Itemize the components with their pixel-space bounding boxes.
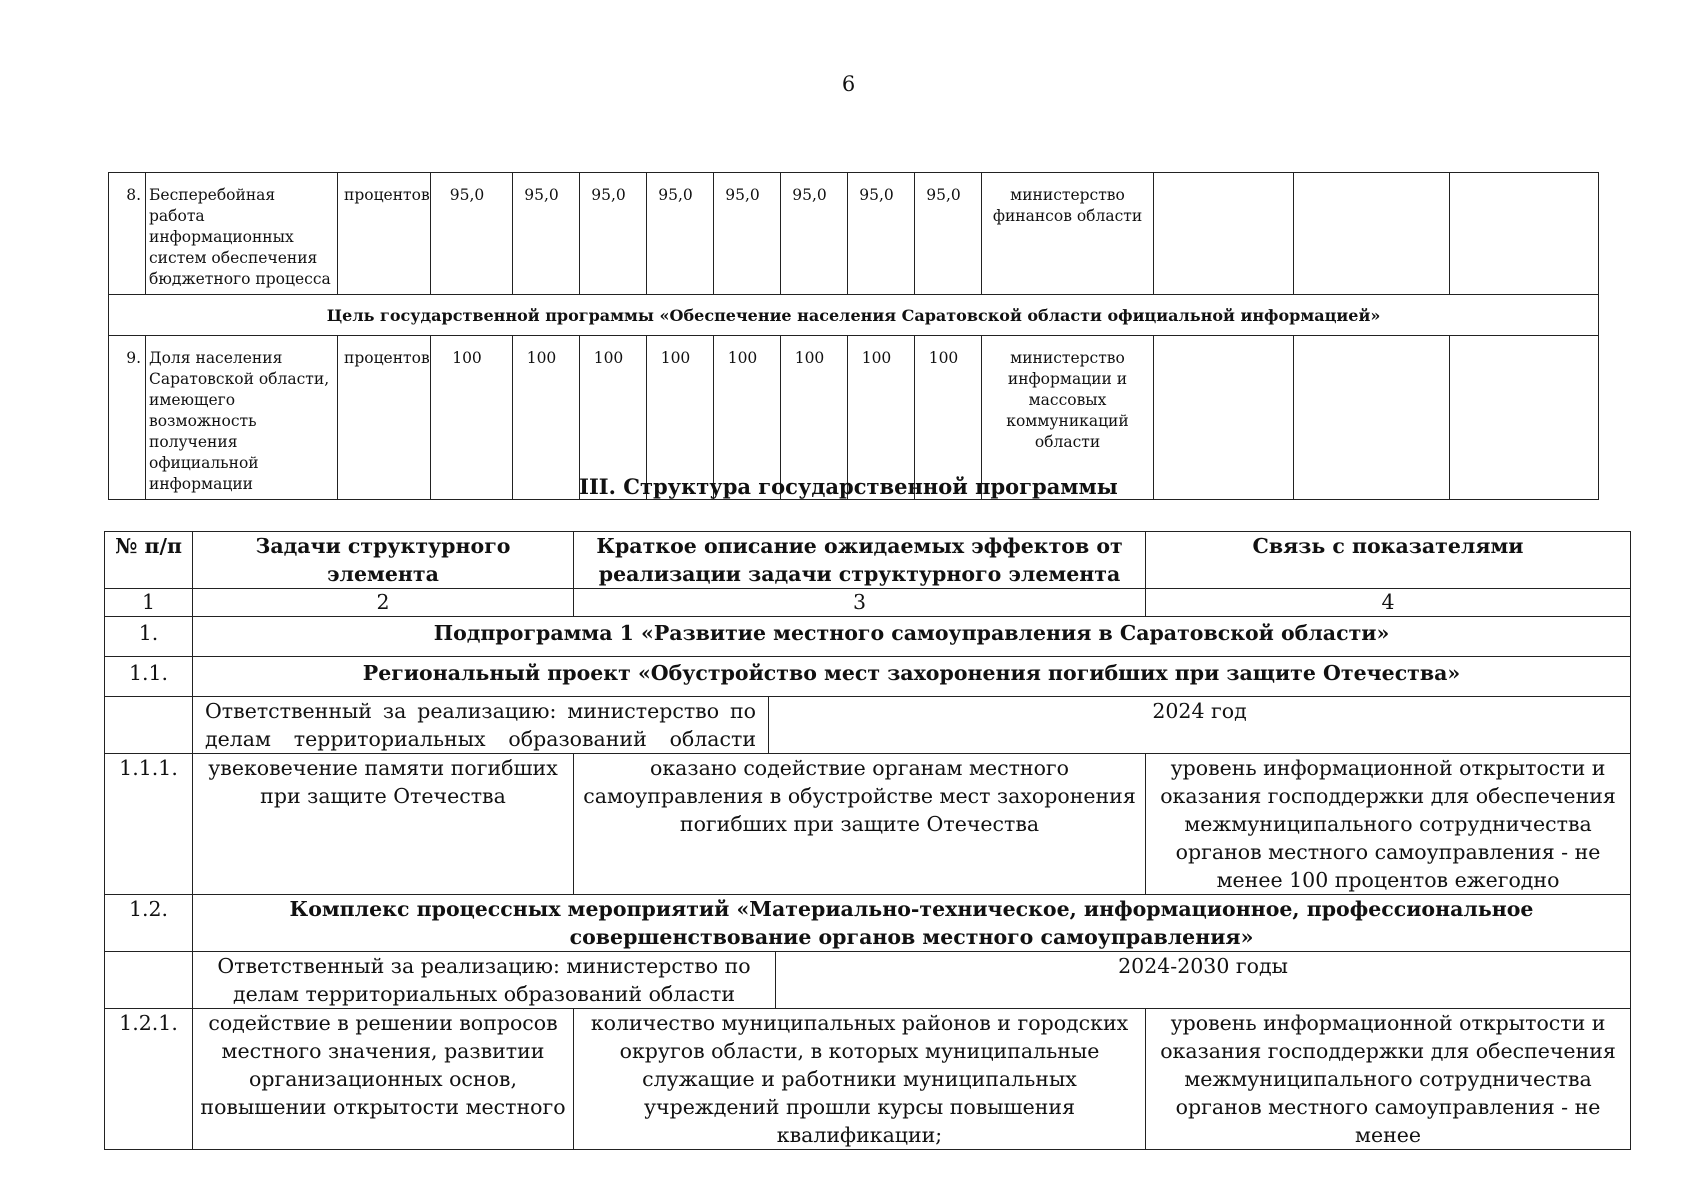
responsible-text: Ответственный за реализацию: министерство по делам территориальных образований области bbox=[193, 952, 776, 1009]
empty-cell bbox=[1294, 173, 1450, 295]
header-link: Связь с показателями bbox=[1146, 532, 1631, 589]
indicator-value: 100 bbox=[513, 336, 580, 500]
indicator-number: 9. bbox=[109, 336, 146, 500]
responsible-row bbox=[105, 697, 1631, 754]
task-text: содействие в решении вопросов местного значения, развитии организационных основ, повышении открытости местного bbox=[193, 1009, 574, 1150]
responsible-text: Ответственный за реализацию: министерство по делам территориальных образований области bbox=[193, 697, 769, 754]
responsible-row bbox=[105, 952, 1631, 1009]
indicator-value: 95,0 bbox=[915, 173, 982, 295]
indicator-value: 100 bbox=[714, 336, 781, 500]
task-text: увековечение памяти погибших при защите Отечества bbox=[193, 754, 574, 895]
column-number-row bbox=[105, 589, 1631, 617]
indicator-value: 100 bbox=[915, 336, 982, 500]
indicator-value: 100 bbox=[848, 336, 915, 500]
responsible-period: 2024 год bbox=[769, 697, 1631, 754]
indicator-value: 100 bbox=[580, 336, 647, 500]
indicator-value: 95,0 bbox=[781, 173, 848, 295]
complex-number: 1.2. bbox=[105, 895, 193, 952]
task-link: уровень информационной открытости и оказания господдержки для обеспечения межмуниципального сотрудничества органов местного самоуправления - не менее 100 процентов ежегодно bbox=[1146, 754, 1631, 895]
empty-cell bbox=[1154, 173, 1294, 295]
indicator-name: Бесперебойная работа информационных систем обеспечения бюджетного процесса bbox=[146, 173, 338, 295]
column-number: 1 bbox=[105, 589, 193, 617]
indicator-responsible: министерство информации и массовых коммуникаций области bbox=[982, 336, 1154, 500]
task-row bbox=[105, 754, 1631, 895]
empty-cell bbox=[105, 952, 193, 1009]
indicator-unit: процентов bbox=[338, 336, 431, 500]
header-row bbox=[105, 532, 1631, 589]
indicator-value: 95,0 bbox=[580, 173, 647, 295]
indicator-value: 95,0 bbox=[714, 173, 781, 295]
task-link: уровень информационной открытости и оказания господдержки для обеспечения межмуниципального сотрудничества органов местного самоуправления - не менее bbox=[1146, 1009, 1631, 1150]
indicator-name: Доля населения Саратовской области, имеющего возможность получения официальной информации bbox=[146, 336, 338, 500]
indicator-row bbox=[109, 173, 1599, 295]
empty-cell bbox=[1450, 173, 1599, 295]
task-number: 1.2.1. bbox=[105, 1009, 193, 1150]
complex-title: Комплекс процессных мероприятий «Материально-техническое, информационное, профессиональное совершенствование органов местного самоуправления» bbox=[193, 895, 1631, 952]
indicator-value: 95,0 bbox=[848, 173, 915, 295]
task-number: 1.1.1. bbox=[105, 754, 193, 895]
goal-row bbox=[109, 295, 1599, 336]
program-goal: Цель государственной программы «Обеспечение населения Саратовской области официальной информацией» bbox=[109, 295, 1599, 336]
project-number: 1.1. bbox=[105, 657, 193, 697]
indicator-value: 100 bbox=[647, 336, 714, 500]
indicator-value: 95,0 bbox=[647, 173, 714, 295]
indicator-number: 8. bbox=[109, 173, 146, 295]
indicator-value: 100 bbox=[781, 336, 848, 500]
responsible-period: 2024-2030 годы bbox=[776, 952, 1631, 1009]
header-tasks: Задачи структурного элемента bbox=[193, 532, 574, 589]
task-effect: количество муниципальных районов и городских округов области, в которых муниципальные служащие и работники муниципальных учреждений прошли курсы повышения квалификации; bbox=[574, 1009, 1146, 1150]
indicators-table bbox=[108, 172, 1599, 500]
header-effects: Краткое описание ожидаемых эффектов от реализации задачи структурного элемента bbox=[574, 532, 1146, 589]
subprogram-row bbox=[105, 617, 1631, 657]
subprogram-number: 1. bbox=[105, 617, 193, 657]
header-num: № п/п bbox=[105, 532, 193, 589]
task-row bbox=[105, 1009, 1631, 1150]
section-title: III. Структура государственной программы bbox=[579, 474, 1118, 499]
task-effect: оказано содействие органам местного самоуправления в обустройстве мест захоронения погибших при защите Отечества bbox=[574, 754, 1146, 895]
complex-row bbox=[105, 895, 1631, 952]
page-number: 6 bbox=[841, 72, 856, 96]
indicator-unit: процентов bbox=[338, 173, 431, 295]
indicator-value: 95,0 bbox=[431, 173, 513, 295]
project-title: Региональный проект «Обустройство мест захоронения погибших при защите Отечества» bbox=[193, 657, 1631, 697]
indicator-value: 100 bbox=[431, 336, 513, 500]
column-number: 3 bbox=[574, 589, 1146, 617]
subprogram-title: Подпрограмма 1 «Развитие местного самоуправления в Саратовской области» bbox=[193, 617, 1631, 657]
project-row bbox=[105, 657, 1631, 697]
indicator-responsible: министерство финансов области bbox=[982, 173, 1154, 295]
column-number: 2 bbox=[193, 589, 574, 617]
indicator-value: 95,0 bbox=[513, 173, 580, 295]
structure-table bbox=[104, 531, 1631, 1150]
empty-cell bbox=[105, 697, 193, 754]
column-number: 4 bbox=[1146, 589, 1631, 617]
